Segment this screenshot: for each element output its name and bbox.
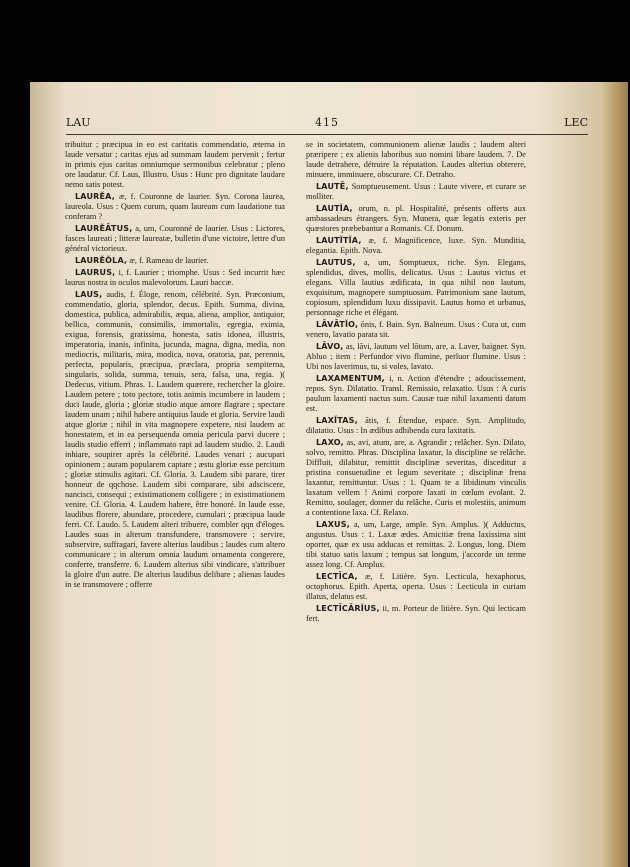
dictionary-entry (65, 140, 285, 190)
running-header (66, 116, 588, 132)
dictionary-entry (306, 258, 526, 318)
dictionary-entry (65, 256, 285, 266)
entry-text: tribuitur ; præcipua in eo est caritatis commendatio, æterna in laude versatur ; caritas ejus ad summam laudem pervenit ; fertur in primis ejus caritas omniumque sermonibus celebratur ; pleno ore laudatur. Cf. Laus, Illustro. Usus : Hunc pro dignitate laudare nemo satis potest. (65, 140, 285, 189)
entry-headword: LAURĔŎLA, (75, 256, 128, 265)
header-rule (66, 134, 588, 135)
entry-headword: LAXAMENTUM, (316, 374, 385, 383)
dictionary-entry (306, 520, 526, 570)
entry-text: as, avi, atum, are, a. Agrandir ; relâcher. Syn. Dilato, solvo, remitto. Phras. Disciplina laxatur, la discipline se relâche. Diffluit, dilabitur, remittit disciplinæ severitas, disceditur a pristina consuetudine et legum severitate ; disciplinæ frena laxantur, remittuntur. Usus : 1. Quam te a libidinum vinculis laxatum vellem ! Animi corpore laxati in cœlum evolant. 2. Remitto, soulager, donner du relâche. Curis et molestiis, animum a contentione laxa. Cf. Relaxo. (306, 438, 526, 517)
entry-text: i, f. Laurier ; triomphe. Usus : Sed incurrit hæc laurus nostra in oculos malevolorum. Lauri baccæ. (65, 268, 285, 287)
entry-text: Somptueusement. Usus : Laute vivere, et curare se molliter. (306, 182, 526, 201)
entry-text: æ, f. Litière. Syn. Lecticula, hexaphorus, octophorus. Epith. Aperta, operta. Usus : Lecticula in curiam illatus, delatus est. (306, 572, 526, 601)
dictionary-entry (65, 224, 285, 254)
dictionary-entry (306, 374, 526, 414)
entry-text: audis, f. Éloge, renom, célébrité. Syn. Præconium, commendatio, gloria, splendor, decus. Epith. Summa, divina, domestica, publica, admirabilis, æqua, aliena, amplior, antiquior, bellica, communis, consimilis, immortalis, egregia, eximia, exigua, forensis, gratissima, honesta, satis idonea, illustris, imperatoria, inanis, infinita, jucunda, magna, digna, media, non mediocris, militaris, mira, modica, nova, oratoria, par, perennis, perfecta, popularis, præcipua, præclara, propria sempiterna, singularis, solida, summa, tenuis, sera, falsa, una, regia. )( Dedecus, vitium. Phras. 1. Laudem quærere, rechercher la gloire. Laudem petere ; toto pectore, totis animis incumbere in laudem ; duci laude, gloria ; gloriæ studio atque amore flagrare ; spectare laudem unam ; nihil habere antiquius laude et gloria. Servire laudi atque gloriæ ; nihil in vita magnopere expetere, nisi laudem ac honestatem, et in ea persequenda omnia pericula parvi ducere ; laudis studio efferri ; inflammato rapi ad laudem studio. 2. Laudi inhiare, soupirer après la célébrité. Laudes venari ; aucupari opinionem ; auram popularem captare ; æstu gloriæ esse percitum ; gloriæ stimulis agitari. Cf. Gloria. 3. Laudem sibi parare, tirer honneur de qqchose. Laudem sibi comparare, sibi adsciscere, nancisci, consequi ; existimationem colligere ; in existimationem venire. Cf. Gloria. 4. Laudem habere, être honoré. In laude esse, laudibus florere, abundare, procedere, cumulari ; præcipua laude ferri. Cf. Laudo. 5. Laudem alteri tribuere, combler qqn d'éloges. Laudes suas in alterum transfundere, transmovere ; servire, subservire, suffragari, favere alterius laudibus ; laudes cum altero communicare ; in alterum omnia laudum ornamenta congerere, conferre, transferre. 6. Laudem alterius sibi vindicare, s'attribuer la gloire d'un autre. De alterius laudibus delibare ; alienas laudes in se transmovere ; offerre (65, 290, 285, 589)
entry-headword: LECTĪCA, (316, 572, 358, 581)
book-edge (600, 82, 628, 867)
entry-text: æ, f. Couronne de laurier. Syn. Corona laurea, laureola. Usus : Quem curum, quam lauream cum laudatione tua conferam ? (65, 192, 285, 221)
entry-headword: LAUS, (75, 290, 103, 299)
entry-text: a, um, Somptueux, riche. Syn. Elegans, splendidus, dives, mollis, delicatus. Usus : Lautus victus et elegans. Villa lautius ædificata, in qua nihil non lautum, exquisitum, magnopere sumptuosum. Patrimonium sane lautum, copiosum, splendidum luxu dissipavit. Lautus homo et urbanus, personnage riche et élégant. (306, 258, 526, 317)
entry-headword: LAXO, (316, 438, 344, 447)
dictionary-entry (306, 204, 526, 234)
entry-text: a, um, Large, ample. Syn. Amplus. )( Adductus, angustus. Usus : 1. Laxæ ædes. Amicitiæ frena laxissima sint oportet, quæ ex usu adducas et remittas. 2. Longus, long. Diem tibi statuo satis laxum ; tempus sat longum, j'accorde un terme assez long. Cf. Amplus. (306, 520, 526, 569)
entry-headword: LĀVĀTĬO, (316, 320, 359, 329)
dictionary-entry (306, 236, 526, 256)
entry-headword: LAURĔĀTUS, (75, 224, 133, 233)
dictionary-entry (65, 192, 285, 222)
entry-headword: LAXUS, (316, 520, 350, 529)
entry-headword: LAURĔA, (75, 192, 115, 201)
entry-text: orum, n. pl. Hospitalité, présents offerts aux ambassadeurs étrangers. Syn. Munera, quæ legatis exteris per quæstores præbebantur a Romanis. Cf. Donum. (306, 204, 526, 233)
dictionary-entry (65, 268, 285, 288)
entry-headword: LĀVO, (316, 342, 344, 351)
dictionary-entry (306, 342, 526, 372)
dictionary-entry (65, 290, 285, 590)
right-column (306, 140, 526, 860)
entry-headword: LAXĬTAS, (316, 416, 358, 425)
dictionary-entry (306, 140, 526, 180)
header-left: LAU (66, 116, 91, 129)
header-right: LEC (564, 116, 588, 129)
left-column (65, 140, 285, 860)
entry-text: ātis, f. Étendue, espace. Syn. Amplitudo, dilatatio. Usus : In ædibus adhibenda cura laxitatis. (306, 416, 526, 435)
entry-text: ōnis, f. Bain. Syn. Balneum. Usus : Cura ut, cum venero, lavatio parata sit. (306, 320, 526, 339)
entry-text: æ, f. Rameau de laurier. (129, 256, 209, 265)
dictionary-entry (306, 416, 526, 436)
dictionary-entry (306, 320, 526, 340)
dictionary-entry (306, 182, 526, 202)
entry-headword: LAUTĒ, (316, 182, 349, 191)
dictionary-entry (306, 438, 526, 518)
entry-headword: LAURUS, (75, 268, 116, 277)
entry-text: i, n. Action d'étendre ; adoucissement, repos. Syn. Dilatatio. Transl. Remissio, relaxatio. Usus : A curis paulum laxamenti nactus sum. Causæ tuæ nihil laxamenti datum est. (306, 374, 526, 413)
dictionary-entry (306, 604, 526, 624)
dictionary-entry (306, 572, 526, 602)
entry-text: ii, m. Porteur de litière. Syn. Qui lecticam fert. (306, 604, 526, 623)
entry-headword: LAUTUS, (316, 258, 356, 267)
entry-headword: LECTĪCĀRĬUS, (316, 604, 380, 613)
entry-text: se in societatem, communionem alienæ laudis ; laudem alteri præripere ; ex alienis laboribus suo nomini libare laudem. 7. De laude detrahere, détruire la réputation. Laudes alterius obterere, minuere, imminuere, obscurare. Cf. Detraho. (306, 140, 526, 179)
entry-text: a, um, Couronné de laurier. Usus : Lictores, fasces laureati ; litteræ laureatæ, bulletin d'une victoire, lettre d'un général victorieux. (65, 224, 285, 253)
entry-text: as, lāvi, lautum vel lōtum, are, a. Laver, baigner. Syn. Abluo ; item : Perfundor vivo flumine, perluor flumine. Usus : Ubi nos laverimus, tu, si voles, lavato. (306, 342, 526, 371)
entry-text: æ, f. Magnificence, luxe. Syn. Munditia, elegantia. Epith. Nova. (306, 236, 526, 255)
entry-headword: LAUTĬTĬA, (316, 236, 362, 245)
dictionary-page (30, 82, 628, 867)
entry-headword: LAUTĬA, (316, 204, 353, 213)
page-number: 415 (315, 116, 339, 129)
